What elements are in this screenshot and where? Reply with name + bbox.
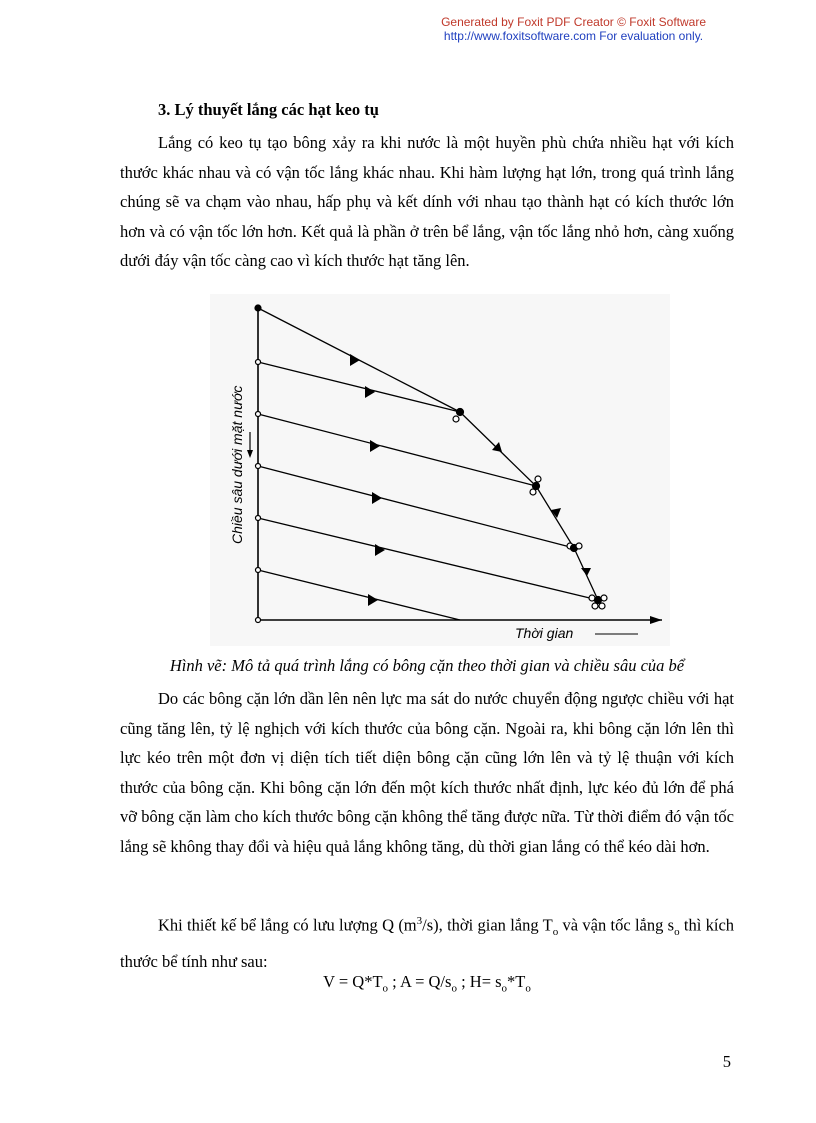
settling-diagram: [210, 294, 670, 646]
formula: $V = Q*T_o$ ; $A = Q/s_o$ ; $H= s_o*T_o$: [323, 972, 531, 995]
figure-caption: Hình vẽ: Mô tả quá trình lắng có bông cặn theo thời gian và chiều sâu của bể: [169, 656, 685, 675]
watermark-line1: Generated by Foxit PDF Creator © Foxit Software: [441, 15, 706, 29]
start-point-7: [256, 618, 261, 623]
page-number: 5: [722, 1052, 731, 1071]
start-point-2: [256, 360, 261, 365]
start-point-4: [256, 464, 261, 469]
watermark-line2: http://www.foxitsoftware.com For evaluation only.: [443, 29, 704, 43]
settling-figure: [210, 294, 670, 646]
paragraph-2: Do các bông cặn lớn dần lên nên lực ma sát do nước chuyển động ngược chiều với hạt cũng tăng lên, tỷ lệ nghịch với kích thước của bông cặn. Ngoài ra, khi bông cặn lớn lên thì lực kéo trên một đơn vị diện tích tiết diện bông cặn cũng lớn lên và tỷ lệ thuận với kích thước của bông cặn. Khi bông cặn lớn đến một kích thước nhất định, lực kéo đủ lớn để phá vỡ bông cặn làm cho kích thước bông cặn không thể tăng được nữa. Từ thời điểm đó vận tốc lắng sẽ không thay đổi và hiệu quả lắng không tăng, dù thời gian lắng có thể kéo dài hơn.: [120, 689, 734, 856]
start-point-5: [256, 516, 261, 521]
section-heading: 3. Lý thuyết lắng các hạt keo tụ: [158, 100, 379, 119]
foxit-watermark: [441, 15, 706, 43]
start-point-3: [256, 412, 261, 417]
figure-background: [210, 294, 670, 646]
paragraph-1: Lắng có keo tụ tạo bông xảy ra khi nước là một huyền phù chứa nhiều hạt với kích thước khác nhau và có vận tốc lắng khác nhau. Khi hàm lượng hạt lớn, trong quá trình lắng chúng sẽ va chạm vào nhau, hấp phụ và kết dính với nhau tạo thành hạt có kích thước lớn hơn và có vận tốc lớn hơn. Kết quả là phần ở trên bể lắng, vận tốc lắng nhỏ hơn, càng xuống dưới đáy vận tốc càng cao vì kích thước hạt tăng lên.: [120, 133, 734, 270]
start-point-6: [256, 568, 261, 573]
x-axis-label: Thời gian: [515, 625, 574, 641]
start-point-1: [255, 305, 261, 311]
paragraph-3: Khi thiết kế bể lắng có lưu lượng Q $(m^3/s)$, thời gian lắng $T_o$ và vận tốc lắng $s_o$ thì kích thước bể tính như sau:: [120, 915, 735, 972]
y-axis-label: Chiều sâu dưới mặt nước: [229, 385, 245, 544]
